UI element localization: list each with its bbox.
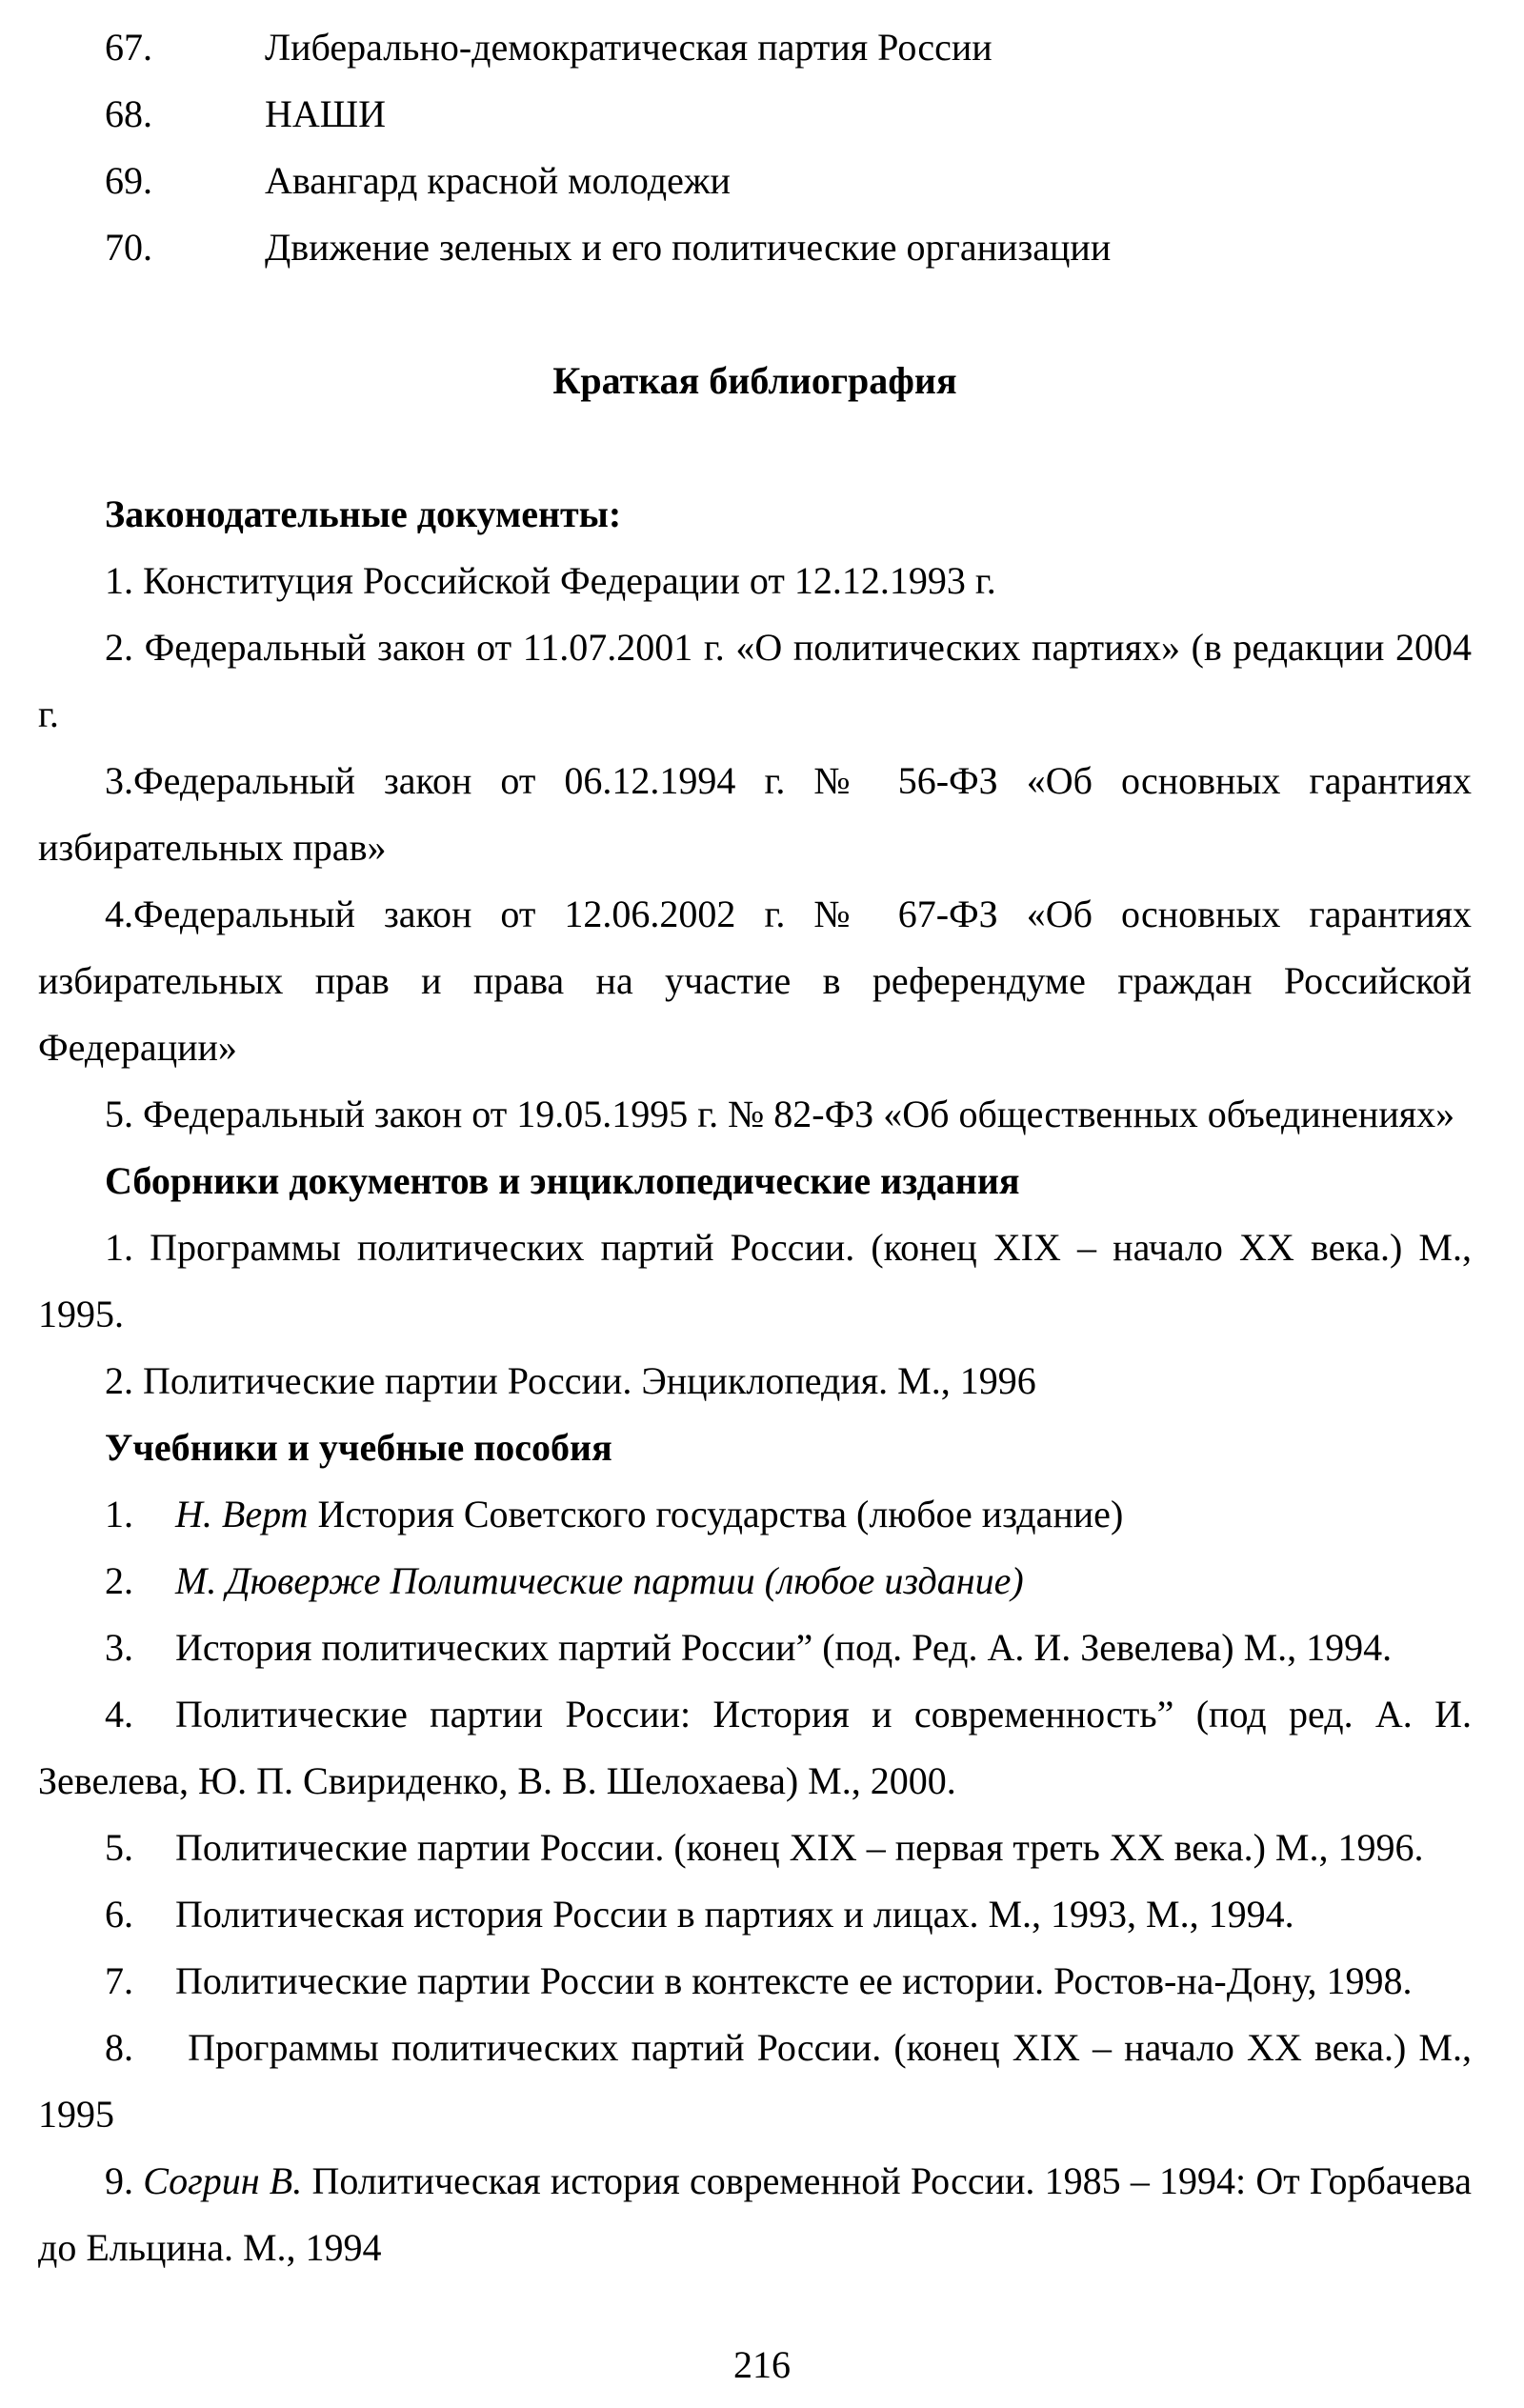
bibliography-title: Краткая библиография [552, 359, 957, 402]
bib-entry: 6. Политическая история России в партиях и лицах. М., 1993, М., 1994. [105, 1893, 1294, 1936]
author: М. Дюверже Политические партии (любое издание) [175, 1559, 1024, 1602]
bib-entry: 2. М. Дюверже Политические партии (любое издание) [105, 1559, 1024, 1602]
bib-entry: 4. Политические партии России: История и современность” (под ред. А. И. [105, 1693, 1472, 1736]
bib-entry: 8. Программы политических партий России. (конец XIX – начало XX века.) М., [105, 2026, 1472, 2069]
bib-entry-continuation: избирательных прав» [38, 826, 387, 869]
list-item: 69. Авангард красной молодежи [105, 159, 731, 202]
bib-entry: 3. История политических партий России” (под. Ред. А. И. Зевелева) М., 1994. [105, 1626, 1393, 1669]
author: Согрин В. [143, 2159, 303, 2202]
section-heading-textbooks: Учебники и учебные пособия [105, 1426, 612, 1469]
bib-entry: 1. Программы политических партий России. (конец XIX – начало XX века.) М., [105, 1226, 1472, 1269]
bib-entry-continuation: г. [38, 692, 59, 735]
bib-entry: 5. Федеральный закон от 19.05.1995 г. № 82-ФЗ «Об общественных объединениях» [105, 1093, 1455, 1135]
bib-entry: 4.Федеральный закон от 12.06.2002 г. № 67-ФЗ «Об основных гарантиях [105, 893, 1472, 935]
bib-entry-continuation: 1995. [38, 1293, 124, 1335]
bib-entry-continuation: до Ельцина. М., 1994 [38, 2226, 382, 2269]
bib-entry-continuation: избирательных прав и права на участие в референдуме граждан Российской [38, 959, 1472, 1002]
page-number: 216 [733, 2343, 791, 2386]
list-item: 70. Движение зеленых и его политические организации [105, 226, 1112, 269]
bib-entry-continuation: Зевелева, Ю. П. Свириденко, В. В. Шелохаева) М., 2000. [38, 1759, 956, 1802]
bib-entry: 9. Согрин В. Политическая история современной России. 1985 – 1994: От Горбачева [105, 2159, 1472, 2202]
section-heading-collections: Сборники документов и энциклопедические издания [105, 1159, 1020, 1202]
author: Н. Верт [175, 1493, 309, 1535]
bib-entry: 2. Федеральный закон от 11.07.2001 г. «О политических партиях» (в редакции 2004 [105, 626, 1472, 669]
bib-entry: 1. Конституция Российской Федерации от 12.12.1993 г. [105, 559, 996, 602]
bib-entry: 3.Федеральный закон от 06.12.1994 г. № 56-ФЗ «Об основных гарантиях [105, 759, 1472, 802]
bib-entry: 2. Политические партии России. Энциклопедия. М., 1996 [105, 1359, 1036, 1402]
bib-entry-continuation: Федерации» [38, 1026, 237, 1069]
bib-entry-continuation: 1995 [38, 2093, 114, 2136]
section-heading-legal: Законодательные документы: [105, 492, 622, 535]
bib-entry: 7. Политические партии России в контексте ее истории. Ростов-на-Дону, 1998. [105, 1959, 1413, 2002]
list-item: 68. НАШИ [105, 92, 387, 135]
bib-entry: 1. Н. Верт История Советского государства (любое издание) [105, 1493, 1124, 1535]
bib-entry: 5. Политические партии России. (конец XIX – первая треть XX века.) М., 1996. [105, 1826, 1424, 1869]
list-item: 67. Либерально-демократическая партия России [105, 26, 993, 69]
